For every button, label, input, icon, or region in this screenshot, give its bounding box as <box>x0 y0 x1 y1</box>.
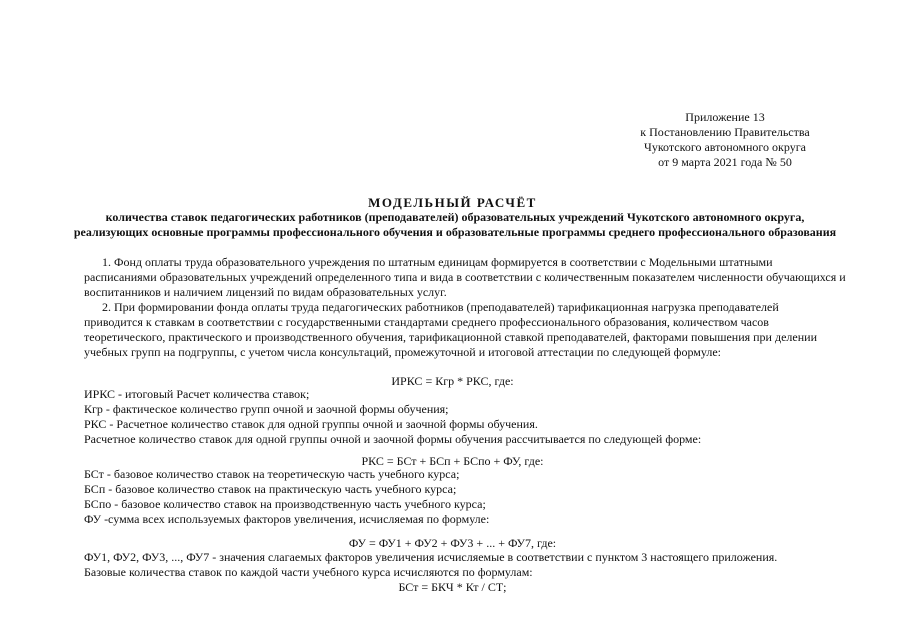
definition-line: ИРКС - итоговый Расчет количества ставок; <box>84 387 310 401</box>
document-title: МОДЕЛЬНЫЙ РАСЧЁТ <box>368 195 537 210</box>
definitions-rks <box>84 467 489 527</box>
definition-line: Кгр - фактическое количество групп очной и заочной формы обучения; <box>84 402 449 416</box>
definition-line: ФУ1, ФУ2, ФУ3, ..., ФУ7 - значения слагаемых факторов увеличения исчисляемые в соответствии с пунктом 3 настоящего приложения. <box>84 550 778 564</box>
definition-line: БСп - базовое количество ставок на практическую часть учебного курса; <box>84 482 457 496</box>
formula-bst: БСт = БКЧ * Кт / СТ; <box>398 580 507 594</box>
appendix-line: Чукотского автономного округа <box>644 140 806 154</box>
appendix-line: к Постановлению Правительства <box>640 125 810 139</box>
appendix-line: Приложение 13 <box>685 110 765 124</box>
definitions-fu <box>84 550 777 580</box>
paragraph-line: воспитанников и наличием лицензий по видам образовательных услуг. <box>84 285 447 299</box>
subtitle-line: количества ставок педагогических работников (преподавателей) образовательных учреждений Чукотского автономного округа, <box>105 210 805 224</box>
paragraph-2 <box>84 300 867 360</box>
formula-irks: ИРКС = Кгр * РКС, где: <box>391 374 514 388</box>
formula-rks: РКС = БСт + БСп + БСпо + ФУ, где: <box>361 454 544 468</box>
appendix-header <box>600 110 850 170</box>
paragraph-line: 1. Фонд оплаты труда образовательного учреждения по штатным единицам формируется в соответствии с Модельными штатными <box>102 255 773 269</box>
paragraph-line: учебных групп на подгруппы, с учетом числа консультаций, промежуточной и итоговой аттестации по следующей формуле: <box>84 345 721 359</box>
paragraph-1 <box>84 255 867 300</box>
paragraph-line: 2. При формировании фонда оплаты труда педагогических работников (преподавателей) тарификационная нагрузка преподавателей <box>102 300 779 314</box>
definition-line: Расчетное количество ставок для одной группы очной и заочной формы обучения рассчитывается по следующей форме: <box>84 432 702 446</box>
definition-line: БСт - базовое количество ставок на теоретическую часть учебного курса; <box>84 467 460 481</box>
definition-line: ФУ -сумма всех используемых факторов увеличения, исчисляемая по формуле: <box>84 512 490 526</box>
definitions-irks <box>84 387 701 447</box>
formula-fu: ФУ = ФУ1 + ФУ2 + ФУ3 + ... + ФУ7, где: <box>348 536 557 550</box>
paragraph-line: теоретического, практического и производственного обучения, тарификационной ставкой преподавателей, факторами повышения при делении <box>84 330 817 344</box>
definition-line: РКС - Расчетное количество ставок для одной группы очной и заочной формы обучения. <box>84 417 538 431</box>
document-subtitle <box>50 210 860 240</box>
paragraph-line: приводится к ставкам в соответствии с государственными стандартами среднего профессионального образования, количеством часов <box>84 315 769 329</box>
definition-line: Базовые количества ставок по каждой части учебного курса исчисляются по формулам: <box>84 565 533 579</box>
subtitle-line: реализующих основные программы профессионального обучения и образовательные программы среднего профессионального образования <box>73 225 837 239</box>
appendix-line: от 9 марта 2021 года № 50 <box>658 155 792 169</box>
paragraph-line: расписаниями образовательных учреждений определенного типа и вида в соответствии с количественным показателем численности обучающихся и <box>84 270 846 284</box>
definition-line: БСпо - базовое количество ставок на производственную часть учебного курса; <box>84 497 486 511</box>
